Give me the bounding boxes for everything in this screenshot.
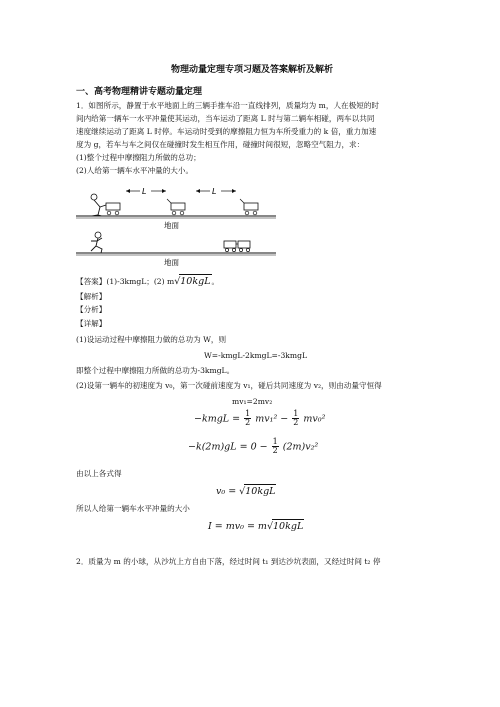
solution-eq-2: mv₁=2mv₂ bbox=[232, 397, 273, 406]
v0-equation: v₀ = √10kgL bbox=[216, 484, 276, 500]
fraction-half: $\frac{1}{2}$ bbox=[293, 409, 299, 428]
q1-line-1: 1．如图所示，静置于水平地面上的三辆手推车沿一直线排列，质量均为 m，人在极短的时 bbox=[76, 101, 380, 110]
q1-line-3: 速度继续运动了距离 L 时停。车运动时受到的摩擦阻力恒为车所受重力的 k 倍，重力加速 bbox=[76, 127, 377, 136]
eq2-right: (2m)v₂² bbox=[282, 441, 319, 453]
fraction-half: $\frac{1}{2}$ bbox=[245, 409, 251, 428]
cart-diagram bbox=[76, 183, 276, 267]
v0-sqrt: 10kgL bbox=[244, 484, 276, 500]
answer-sqrt: 10kgL bbox=[179, 274, 211, 290]
q1-line-2: 间内给第一辆车一水平冲量使其运动，当车运动了距离 L 时与第二辆车相碰，两车以共同 bbox=[76, 114, 375, 123]
answer-line: 【答案】(1)-3kmgL；(2) m√10kgL。 bbox=[76, 274, 219, 290]
impulse-equation: I = mv₀ = m√10kgL bbox=[208, 519, 304, 535]
answer-end: 。 bbox=[211, 277, 220, 286]
impulse-sqrt: 10kgL bbox=[272, 519, 304, 535]
ground-label-2: 地面 bbox=[164, 258, 179, 267]
answer-prefix: 【答案】(1)-3kmgL；(2) m bbox=[76, 277, 175, 286]
solution-line-4: 由以上各式得 bbox=[76, 469, 122, 478]
ground-label-1: 地面 bbox=[164, 221, 179, 230]
solution-line-1: (1)设运动过程中摩擦阻力做的总功为 W，则 bbox=[76, 335, 227, 344]
solution-eq-1: W=-kmgL-2kmgL=-3kmgL bbox=[204, 351, 308, 360]
eq1-left: −kmgL = bbox=[194, 413, 241, 425]
q1-line-5: (1)整个过程中摩擦阻力所做的总功； bbox=[76, 153, 201, 162]
energy-equation-2 bbox=[188, 438, 318, 456]
eq1-right: mv₀² bbox=[303, 413, 326, 425]
distance-label-1: L bbox=[142, 187, 147, 196]
solution-line-3: (2)设第一辆车的初速度为 v₀，第一次碰前速度为 v₁，碰后共同速度为 v₂，则由动量守恒得 bbox=[76, 381, 382, 390]
q1-line-4: 度为 g，若车与车之间仅在碰撞时发生相互作用，碰撞时间很短，忽略空气阻力，求： bbox=[76, 140, 365, 149]
eq1-mid: mv₁² − bbox=[255, 413, 289, 425]
upper-scene bbox=[76, 187, 276, 230]
q1-line-6: (2)人给第一辆车水平冲量的大小。 bbox=[76, 166, 194, 175]
q2-line-1: 2．质量为 m 的小球，从沙坑上方自由下落，经过时间 t₁ 到达沙坑表面，又经过时间 t₂ 停 bbox=[76, 557, 381, 566]
v0-left: v₀ = bbox=[216, 486, 237, 497]
solution-line-5: 所以人给第一辆车水平冲量的大小 bbox=[76, 504, 190, 513]
document-title: 物理动量定理专项习题及答案解析及解析 bbox=[170, 65, 333, 75]
lower-scene bbox=[76, 232, 276, 267]
fraction-half: $\frac{1}{2}$ bbox=[272, 437, 278, 456]
section-heading: 一、高考物理精讲专题动量定理 bbox=[76, 87, 203, 97]
xiangjie-label: 【详解】 bbox=[76, 319, 107, 328]
fenxi-label: 【分析】 bbox=[76, 305, 107, 314]
solution-line-2: 即整个过程中摩擦阻力所做的总功为-3kmgL。 bbox=[76, 366, 235, 375]
impulse-left: I = mv₀ = m bbox=[208, 521, 267, 532]
analysis-label: 【解析】 bbox=[76, 292, 107, 301]
eq2-left: −k(2m)gL = 0 − bbox=[188, 441, 268, 453]
energy-equation-1 bbox=[194, 410, 325, 428]
distance-label-2: L bbox=[212, 187, 217, 196]
